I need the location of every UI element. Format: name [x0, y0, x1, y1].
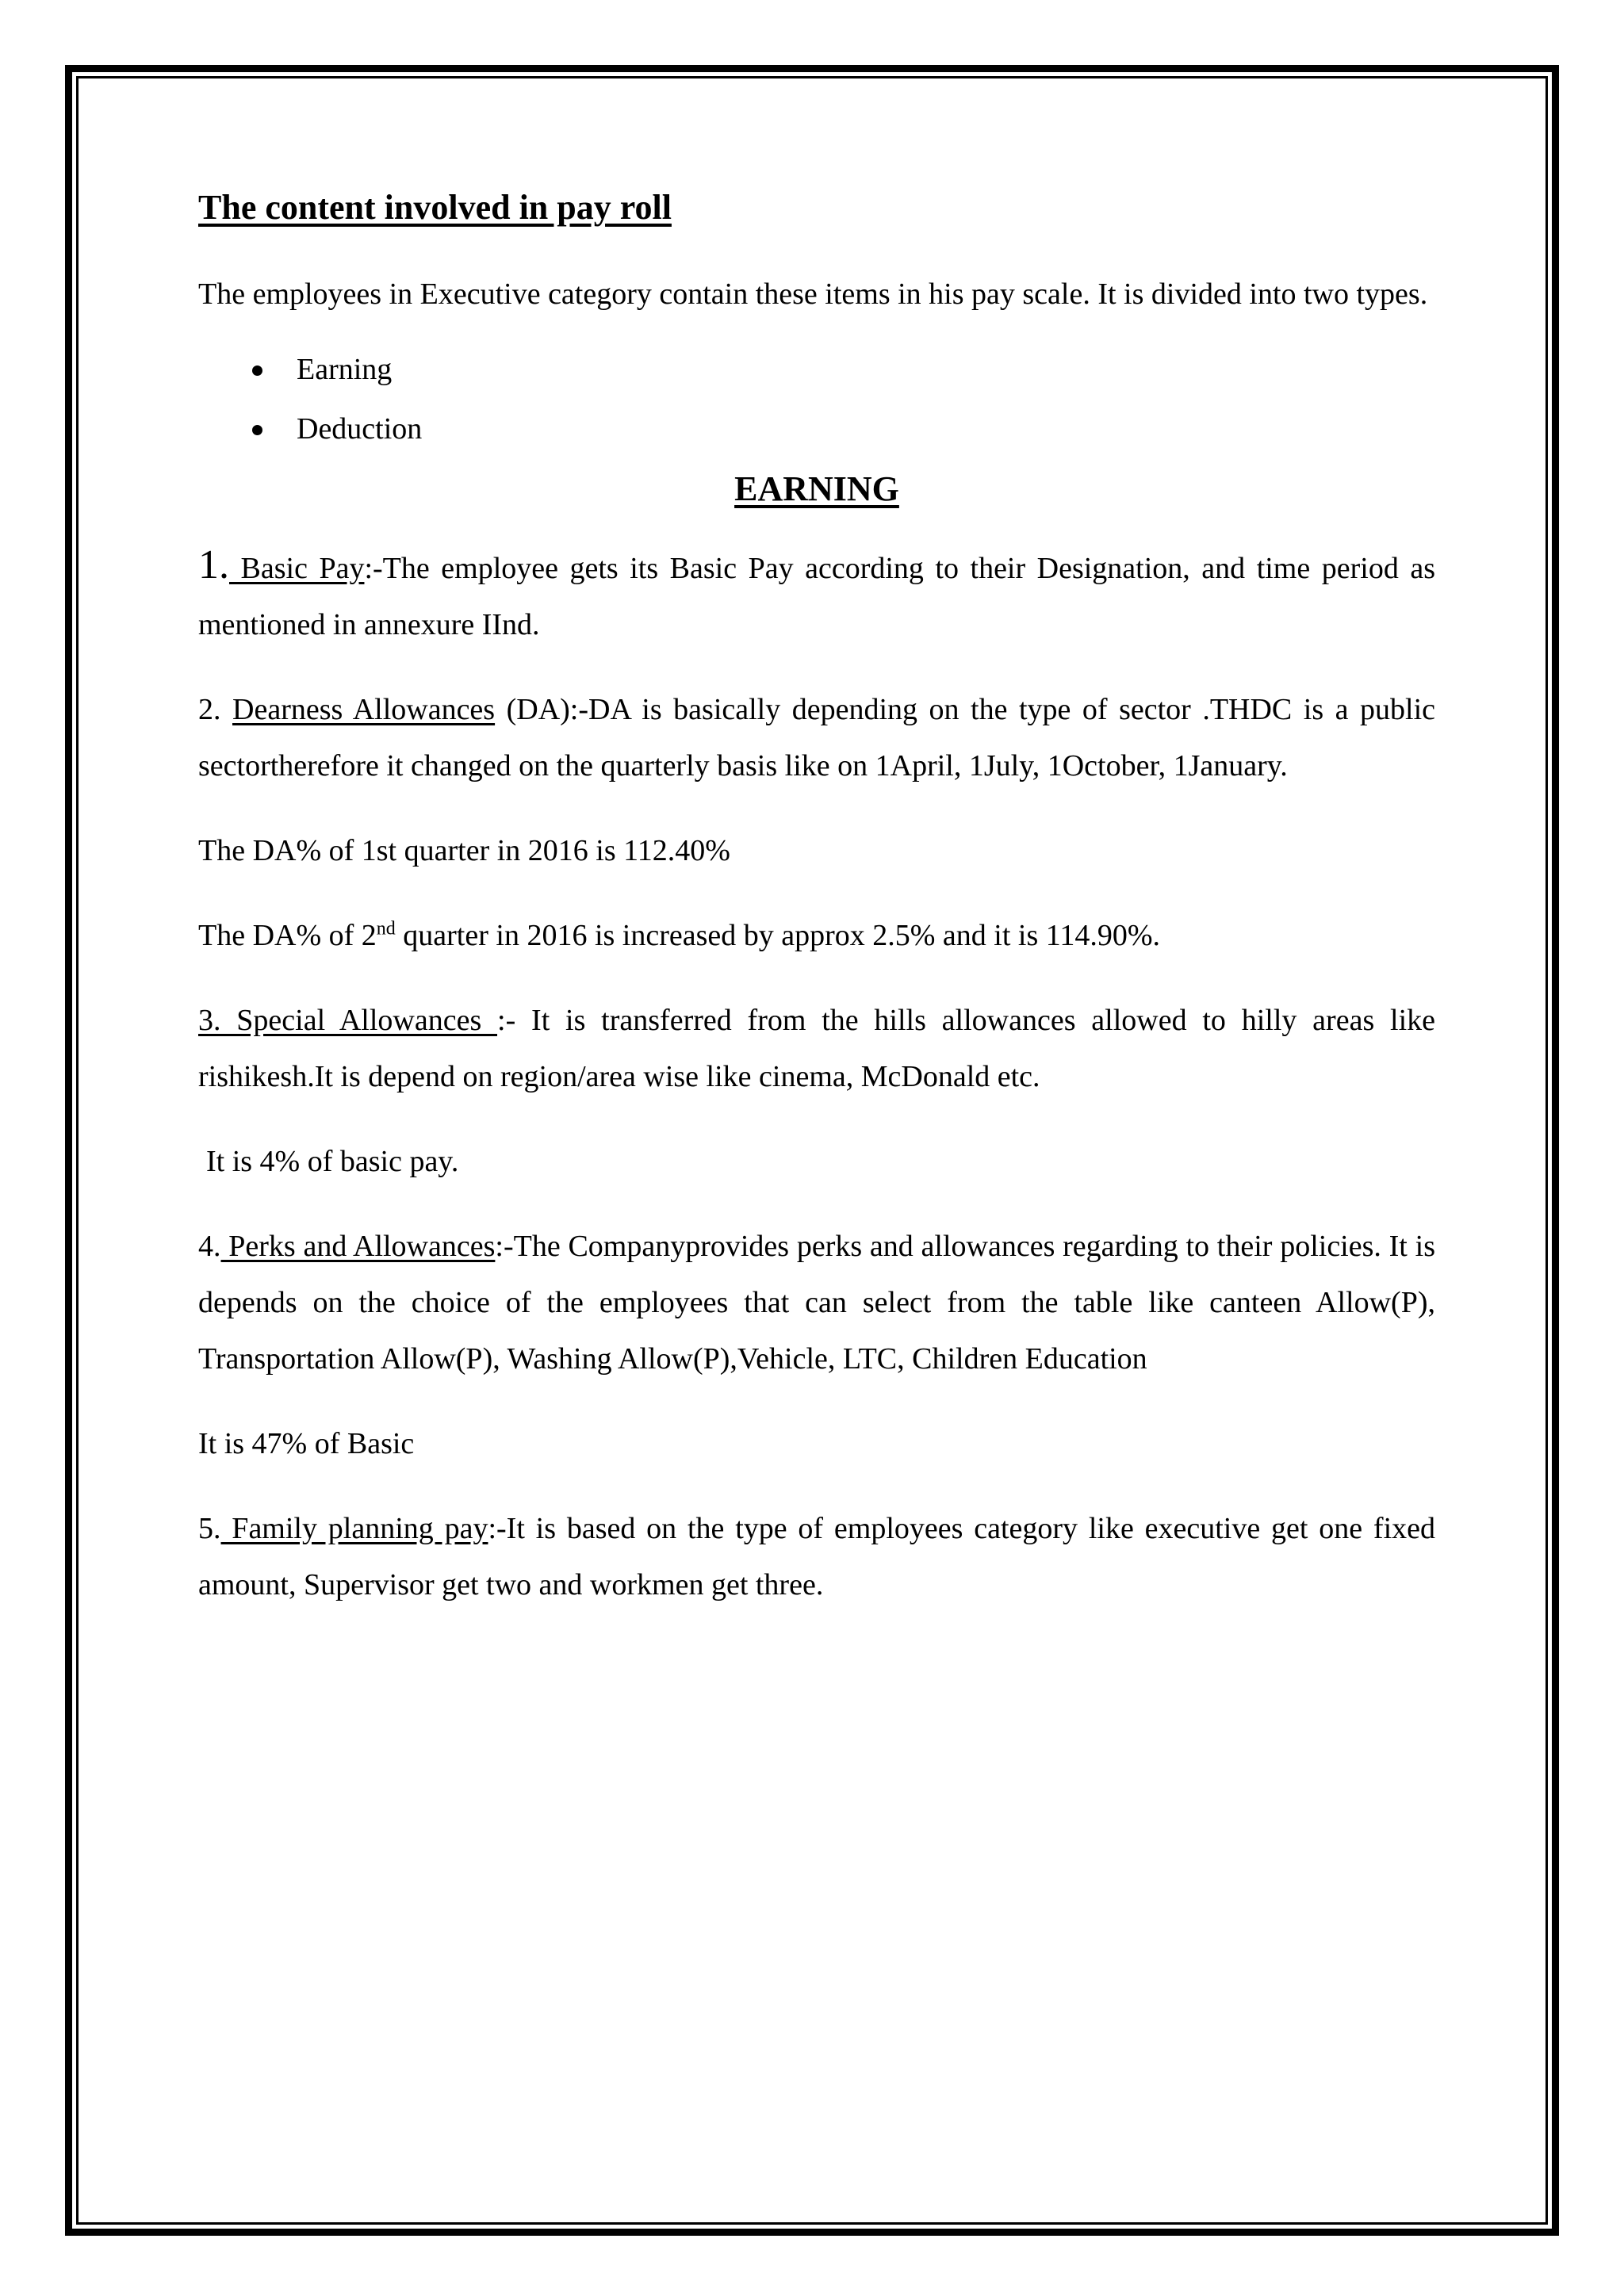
item-text: :-The Companyprovides perks and allowances regarding to their policies. It is depends on the choice of the employees that can select from the table like canteen Allow(P), Transportation Allow(P), Washing Allow(P),Vehicle, LTC, Children Education — [198, 1230, 1435, 1376]
item-perks-allowances — [198, 1219, 1435, 1387]
document-body — [198, 184, 1435, 1642]
intro-paragraph: The employees in Executive category contain these items in his pay scale. It is divided into two types. — [198, 277, 1428, 311]
item-dearness-allowances — [198, 682, 1435, 794]
item-text: (DA):-DA is basically depending on the type of sector .THDC is a public sectortherefore it changed on the quarterly basis like on 1April, 1July, 1October, 1January. — [198, 693, 1436, 783]
item-number: 4. — [198, 1230, 221, 1263]
item-special-allowances — [198, 993, 1435, 1105]
item-basic-pay — [198, 537, 1435, 653]
item-heading: Perks and Allowances — [220, 1230, 496, 1263]
item-text: :- It is transferred from the hills allowances allowed to hilly areas like rishikesh.It is depend on region/area wise like cinema, McDonald etc. — [198, 1004, 1436, 1093]
pay-types-list — [198, 340, 1435, 459]
item-family-planning-pay — [198, 1501, 1435, 1613]
item-number: 1. — [198, 542, 229, 587]
da-q2-sup: nd — [376, 918, 396, 939]
da-q2-after: quarter in 2016 is increased by approx 2.5% and it is 114.90%. — [395, 919, 1160, 952]
item-heading: 3. Special Allowances — [198, 1004, 498, 1037]
list-item: Deduction — [198, 400, 1435, 459]
item-text: :-The employee gets its Basic Pay according to their Designation, and time period as mentioned in annexure IInd. — [198, 552, 1435, 641]
da-second-quarter — [198, 908, 1435, 964]
section-heading-earning: EARNING — [734, 469, 899, 508]
item-heading: Dearness Allowances — [232, 693, 496, 726]
da-first-quarter: The DA% of 1st quarter in 2016 is 112.40% — [198, 834, 730, 867]
page-title: The content involved in pay roll — [198, 188, 672, 227]
item-heading: Basic Pay — [229, 552, 365, 585]
item-text: :-It is based on the type of employees category like executive get one fixed amount, Supervisor get two and workmen get three. — [198, 1512, 1435, 1601]
item-number: 5. — [198, 1512, 221, 1545]
perks-percent: It is 47% of Basic — [198, 1427, 415, 1460]
special-allowance-percent: It is 4% of basic pay. — [206, 1145, 459, 1178]
item-number: 2. — [198, 693, 233, 726]
da-q2-before: The DA% of 2 — [198, 919, 377, 952]
list-item: Earning — [198, 340, 1435, 400]
item-heading: Family planning pay — [220, 1512, 488, 1545]
